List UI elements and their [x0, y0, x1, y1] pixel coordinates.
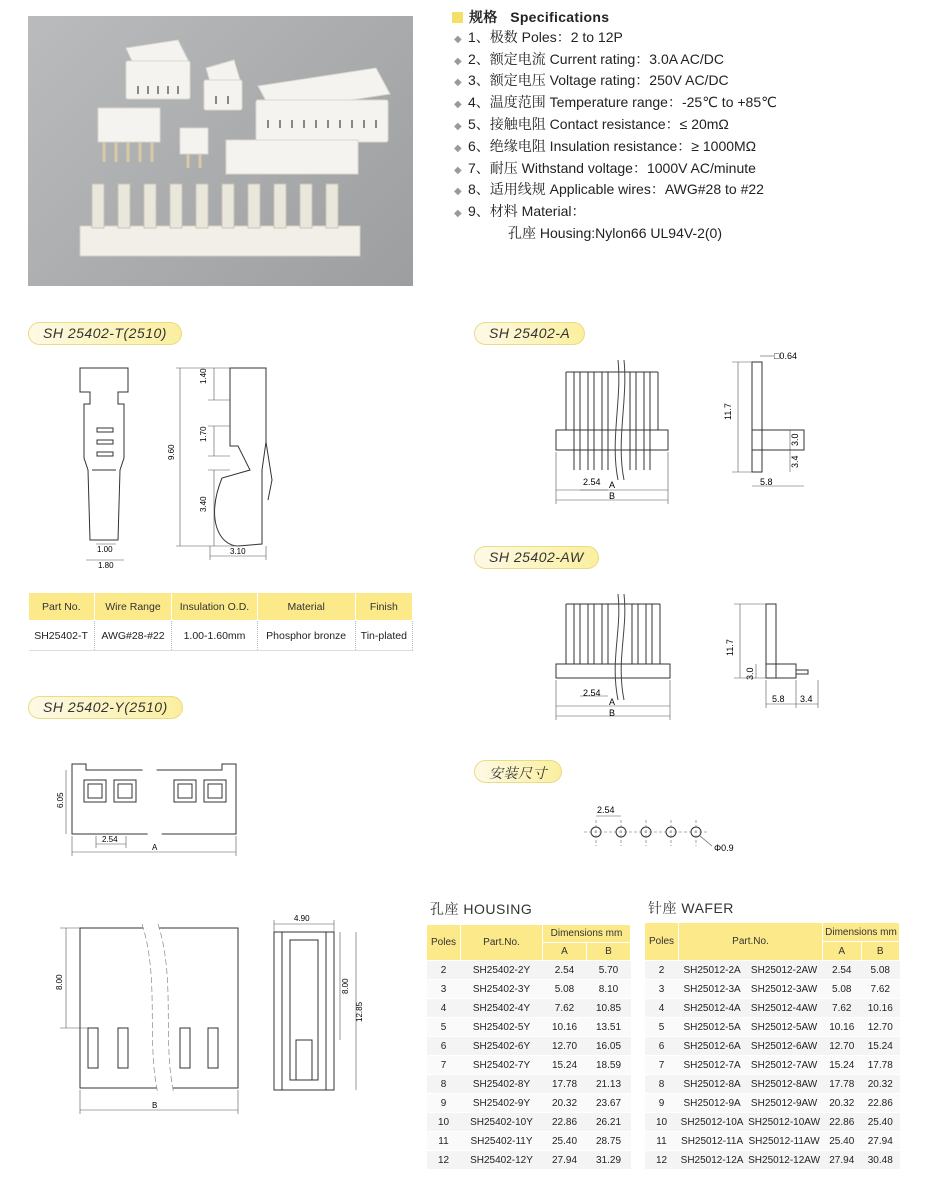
cell: 5.08	[543, 980, 587, 999]
dim-label: 1.00	[97, 545, 113, 554]
cell: SH25402-12Y	[461, 1151, 543, 1170]
col-header: Dimensions mm	[823, 923, 900, 942]
cell: SH25402-6Y	[461, 1037, 543, 1056]
cell: SH25012-9AW	[746, 1094, 823, 1113]
table-row	[427, 1018, 631, 1037]
table-row	[427, 1151, 631, 1170]
cell: SH25402-10Y	[461, 1113, 543, 1132]
cell: SH25402-2Y	[461, 961, 543, 980]
table-row	[427, 1075, 631, 1094]
spec-text: 4、温度范围 Temperature range：-25℃ to +85℃	[468, 94, 777, 111]
table-row	[427, 1056, 631, 1075]
cell: SH25012-10A	[679, 1113, 746, 1132]
dim-label: 3.0	[745, 667, 755, 680]
cell: SH25402-8Y	[461, 1075, 543, 1094]
cell: 11	[645, 1132, 679, 1151]
label-wafer-a: SH 25402-A	[474, 322, 585, 345]
spec-text: 1、极数 Poles：2 to 12P	[468, 28, 623, 45]
diamond-icon: ◆	[454, 33, 462, 45]
dim-label: 6.05	[56, 792, 65, 808]
dim-label: 1.80	[98, 561, 114, 570]
cell: 15.24	[543, 1056, 587, 1075]
cell: SH25012-5AW	[746, 1018, 823, 1037]
cell: 22.86	[861, 1094, 900, 1113]
cell: 6	[427, 1037, 461, 1056]
spec-text: 9、材料 Material：	[468, 203, 586, 220]
cell: 11	[427, 1132, 461, 1151]
cell: 10.16	[543, 1018, 587, 1037]
table-row	[645, 999, 900, 1018]
cell: SH25012-12AW	[746, 1151, 823, 1170]
table-row	[427, 1113, 631, 1132]
cell: 25.40	[543, 1132, 587, 1151]
cell: 1.00-1.60mm	[172, 621, 257, 651]
cell: SH25012-6A	[679, 1037, 746, 1056]
col-header: Part.No.	[679, 923, 823, 961]
table-row	[645, 1113, 900, 1132]
cell: 20.32	[823, 1094, 861, 1113]
cell: 5.70	[587, 961, 631, 980]
cell: 8	[645, 1075, 679, 1094]
cell: SH25402-5Y	[461, 1018, 543, 1037]
dim-label: Φ0.9	[714, 843, 734, 853]
col-header: Material	[257, 593, 355, 621]
cell: 26.21	[587, 1113, 631, 1132]
dim-label: 11.7	[725, 639, 735, 656]
col-header: A	[543, 943, 587, 961]
label-install: 安装尺寸	[474, 760, 562, 783]
diamond-icon: ◆	[454, 208, 462, 220]
table-row	[645, 1018, 900, 1037]
col-header: Poles	[427, 925, 461, 961]
cell: 9	[645, 1094, 679, 1113]
diamond-icon: ◆	[454, 186, 462, 198]
cell: SH25012-5A	[679, 1018, 746, 1037]
cell: 4	[427, 999, 461, 1018]
spec-text: 6、绝缘电阻 Insulation resistance：≥ 1000MΩ	[468, 137, 757, 154]
col-header: Part No.	[29, 593, 95, 621]
table-row	[427, 961, 631, 980]
dim-label: B	[609, 708, 616, 718]
dim-label: 5.8	[772, 694, 785, 704]
dim-label: 1.40	[199, 368, 208, 384]
dim-label: 3.10	[230, 547, 246, 556]
cell: SH25012-11AW	[746, 1132, 823, 1151]
cell: 12.70	[823, 1037, 861, 1056]
cell: 2	[645, 961, 679, 980]
cell: 27.94	[543, 1151, 587, 1170]
dim-label: A	[152, 843, 158, 852]
spec-housing-material: 孔座 Housing:Nylon66 UL94V-2(0)	[508, 224, 722, 241]
cell: 10	[427, 1113, 461, 1132]
cell: 20.32	[543, 1094, 587, 1113]
cell: 31.29	[587, 1151, 631, 1170]
dim-label: 8.00	[55, 974, 64, 990]
diamond-icon: ◆	[454, 164, 462, 176]
cell: 18.59	[587, 1056, 631, 1075]
cell: 3	[645, 980, 679, 999]
cell: 12.70	[543, 1037, 587, 1056]
dim-label: A	[609, 480, 616, 490]
cell: SH25012-9A	[679, 1094, 746, 1113]
cell: 17.78	[823, 1075, 861, 1094]
cell: 2	[427, 961, 461, 980]
cell: 20.32	[861, 1075, 900, 1094]
table-row	[645, 1132, 900, 1151]
col-header: Part.No.	[461, 925, 543, 961]
dim-label: 3.4	[790, 455, 800, 468]
cell: 10	[645, 1113, 679, 1132]
label-wafer-aw: SH 25402-AW	[474, 546, 599, 569]
cell: 7	[645, 1056, 679, 1075]
cell: 7	[427, 1056, 461, 1075]
cell: 7.62	[823, 999, 861, 1018]
label-terminal: SH 25402-T(2510)	[28, 322, 182, 345]
cell: 15.24	[823, 1056, 861, 1075]
col-header: Wire Range	[94, 593, 172, 621]
spec-text: 2、额定电流 Current rating：3.0A AC/DC	[468, 50, 724, 67]
dim-label: B	[152, 1101, 158, 1110]
wafer-table	[644, 922, 900, 1170]
dim-label: 3.4	[800, 694, 813, 704]
col-header: B	[587, 943, 631, 961]
cell: SH25012-4AW	[746, 999, 823, 1018]
cell: SH25402-4Y	[461, 999, 543, 1018]
dim-label: 2.54	[583, 477, 601, 487]
dim-label: 3.40	[199, 496, 208, 512]
cell: SH25012-2A	[679, 961, 746, 980]
cell: SH25012-8A	[679, 1075, 746, 1094]
col-header: Dimensions mm	[543, 925, 631, 943]
dim-label: □0.64	[774, 351, 797, 361]
cell: SH25012-8AW	[746, 1075, 823, 1094]
cell: 5.08	[823, 980, 861, 999]
cell: 12	[427, 1151, 461, 1170]
col-header: B	[861, 942, 900, 961]
col-header: A	[823, 942, 861, 961]
cell: SH25012-2AW	[746, 961, 823, 980]
dim-label: 5.8	[760, 477, 773, 487]
cell: 10.16	[861, 999, 900, 1018]
dim-label: 12.85	[355, 1001, 364, 1022]
table-row	[427, 1132, 631, 1151]
dim-label: 2.54	[597, 805, 615, 815]
housing-table	[426, 924, 631, 1170]
cell: 10.16	[823, 1018, 861, 1037]
table-row	[645, 1094, 900, 1113]
cell: SH25012-10AW	[746, 1113, 823, 1132]
table-row	[427, 1037, 631, 1056]
cell: 5	[427, 1018, 461, 1037]
cell: 12	[645, 1151, 679, 1170]
cell: 23.67	[587, 1094, 631, 1113]
cell: 2.54	[543, 961, 587, 980]
cell: 7.62	[543, 999, 587, 1018]
cell: SH25402-11Y	[461, 1132, 543, 1151]
dim-label: 2.54	[583, 688, 601, 698]
cell: 8.10	[587, 980, 631, 999]
table-row	[645, 961, 900, 980]
cell: AWG#28-#22	[94, 621, 172, 651]
cell: 6	[645, 1037, 679, 1056]
spec-header-en: Specifications	[510, 9, 610, 25]
cell: SH25402-T	[29, 621, 95, 651]
diamond-icon: ◆	[454, 77, 462, 89]
cell: SH25012-12A	[679, 1151, 746, 1170]
table-row	[427, 999, 631, 1018]
cell: Tin-plated	[355, 621, 412, 651]
housing-title: 孔座 HOUSING	[430, 901, 533, 917]
diamond-icon: ◆	[454, 120, 462, 132]
table-row	[645, 1075, 900, 1094]
spec-text: 5、接触电阻 Contact resistance：≤ 20mΩ	[468, 115, 729, 132]
cell: SH25012-3AW	[746, 980, 823, 999]
cell: 30.48	[861, 1151, 900, 1170]
cell: 15.24	[861, 1037, 900, 1056]
diamond-icon: ◆	[454, 99, 462, 111]
dim-label: 9.60	[167, 444, 176, 460]
dim-label: 11.7	[723, 403, 733, 420]
cell: SH25012-7AW	[746, 1056, 823, 1075]
cell: 25.40	[823, 1132, 861, 1151]
table-row	[645, 1056, 900, 1075]
dim-label: 2.54	[102, 835, 118, 844]
cell: 22.86	[543, 1113, 587, 1132]
table-row	[427, 980, 631, 999]
cell: 28.75	[587, 1132, 631, 1151]
cell: 8	[427, 1075, 461, 1094]
cell: 13.51	[587, 1018, 631, 1037]
cell: 12.70	[861, 1018, 900, 1037]
cell: SH25012-11A	[679, 1132, 746, 1151]
wafer-title: 针座 WAFER	[648, 900, 734, 916]
table-row	[427, 1094, 631, 1113]
col-header: Poles	[645, 923, 679, 961]
dim-label: B	[609, 491, 616, 501]
cell: 3	[427, 980, 461, 999]
cell: 5.08	[861, 961, 900, 980]
spec-header-cn: 规格	[469, 9, 498, 25]
col-header: Insulation O.D.	[172, 593, 257, 621]
table-row	[645, 980, 900, 999]
cell: 27.94	[823, 1151, 861, 1170]
cell: SH25012-3A	[679, 980, 746, 999]
cell: 5	[645, 1018, 679, 1037]
cell: 17.78	[543, 1075, 587, 1094]
cell: SH25012-4A	[679, 999, 746, 1018]
spec-text: 8、适用线规 Applicable wires：AWG#28 to #22	[468, 181, 764, 198]
cell: 9	[427, 1094, 461, 1113]
dim-label: A	[609, 697, 616, 707]
cell: SH25012-7A	[679, 1056, 746, 1075]
dim-label: 8.00	[341, 978, 350, 994]
spec-text: 3、额定电压 Voltage rating：250V AC/DC	[468, 72, 729, 89]
cell: 2.54	[823, 961, 861, 980]
dim-label: 3.0	[790, 433, 800, 446]
cell: Phosphor bronze	[257, 621, 355, 651]
label-housing-y: SH 25402-Y(2510)	[28, 696, 183, 719]
col-header: Finish	[355, 593, 412, 621]
cell: SH25012-6AW	[746, 1037, 823, 1056]
cell: 17.78	[861, 1056, 900, 1075]
cell: SH25402-7Y	[461, 1056, 543, 1075]
cell: 27.94	[861, 1132, 900, 1151]
cell: 25.40	[861, 1113, 900, 1132]
cell: 21.13	[587, 1075, 631, 1094]
spec-text: 7、耐压 Withstand voltage：1000V AC/minute	[468, 159, 756, 176]
dim-label: 4.90	[294, 914, 310, 923]
table-row	[645, 1151, 900, 1170]
table-row	[645, 1037, 900, 1056]
diamond-icon: ◆	[454, 142, 462, 154]
dim-label: 1.70	[199, 426, 208, 442]
diamond-icon: ◆	[454, 55, 462, 67]
cell: 4	[645, 999, 679, 1018]
cell: 22.86	[823, 1113, 861, 1132]
cell: SH25402-9Y	[461, 1094, 543, 1113]
cell: 16.05	[587, 1037, 631, 1056]
cell: 7.62	[861, 980, 900, 999]
cell: 10.85	[587, 999, 631, 1018]
cell: SH25402-3Y	[461, 980, 543, 999]
